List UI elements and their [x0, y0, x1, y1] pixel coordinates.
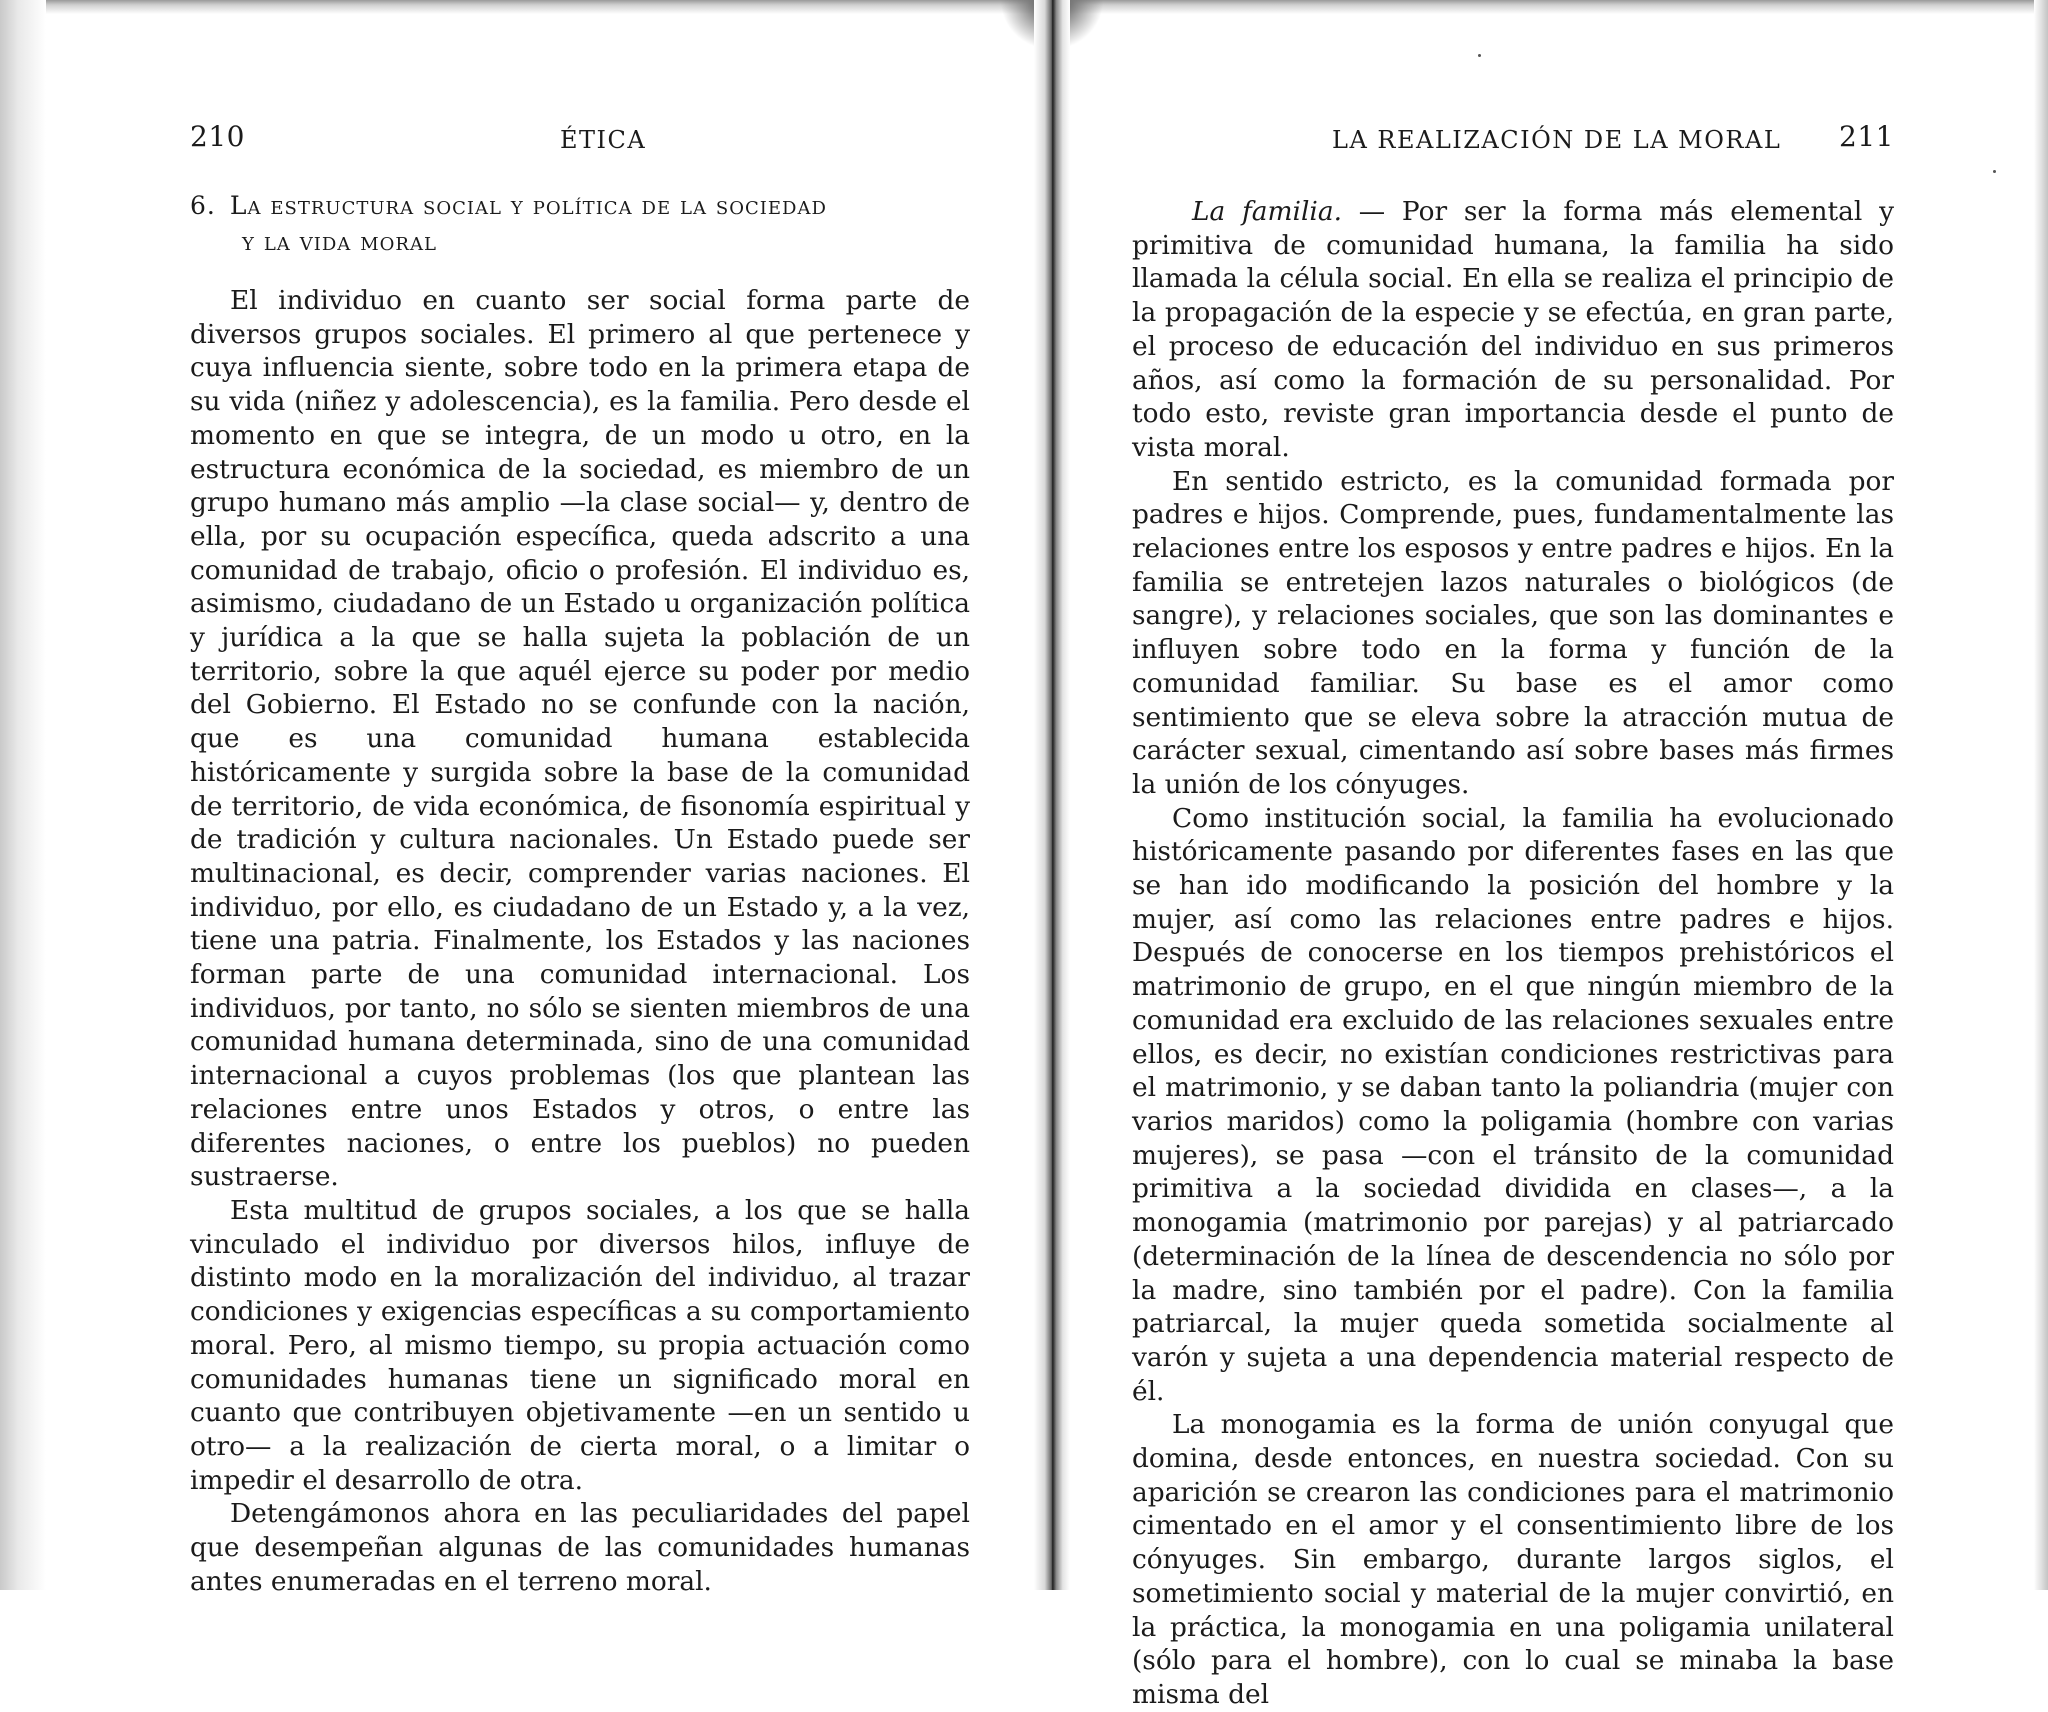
left-page-body: [190, 284, 970, 1598]
section-title-line2: y la vida moral: [242, 227, 437, 256]
page-number: 211: [1839, 120, 1894, 153]
paragraph: Como institución social, la familia ha evolucionado históricamente pasando por diferentes fases en las que se han ido modificando la posición del hombre y la mujer, así como las relaciones entre padres e hijos. Después de conocerse en los tiempos prehistóricos el matrimonio de grupo, en el que ningún miembro de la comunidad era excluido de las relaciones sexuales entre ellos, es decir, no existían condiciones restrictivas para el matrimonio, y se daban tanto la poliandria (mujer con varios maridos) como la poligamia (hombre con varias mujeres), se pasa —con el tránsito de la comunidad primitiva a la sociedad dividida en clases—, a la monogamia (matrimonio por parejas) y al patriarcado (determinación de la línea de descendencia no sólo por la madre, sino también por el padre). Con la familia patriarcal, la mujer queda sometida socialmente al varón y sujeta a una dependencia material respecto de él.: [1132, 802, 1894, 1407]
paragraph: Detengámonos ahora en las peculiaridades del papel que desempeñan algunas de las comunidades humanas antes enumeradas en el terreno moral.: [190, 1498, 970, 1597]
paragraph: La monogamia es la forma de unión conyugal que domina, desde entonces, en nuestra sociedad. Con su aparición se crearon las condiciones para el matrimonio cimentado en el amor y el consentimiento libre de los cónyuges. Sin embargo, durante largos siglos, el sometimiento social y material de la mujer convirtió, en la práctica, la monogamia en una poligamia unilateral (sólo para el hombre), con lo cual se minaba la base misma del: [1132, 1409, 1894, 1710]
running-head: LA REALIZACIÓN DE LA MORAL: [1332, 126, 1782, 154]
scan-speck: [1478, 54, 1481, 57]
right-page-body: [1132, 195, 1894, 1712]
paragraph: Esta multitud de grupos sociales, a los que se halla vinculado el individuo por diversos hilos, influye de distinto modo en la moralización del individuo, al trazar condiciones y exigencias específicas a su comportamiento moral. Pero, al mismo tiempo, su propia actuación como comunidades humanas tiene un significado moral en cuanto que contribuyen objetivamente —en un sentido u otro— a la realización de cierta moral, o a limitar o impedir el desarrollo de otra.: [190, 1194, 970, 1496]
running-head: ÉTICA: [560, 126, 647, 154]
paragraph: [1132, 195, 1894, 465]
section-heading: [190, 188, 970, 260]
section-number: 6.: [190, 191, 216, 220]
book-spine: [1034, 0, 1070, 1590]
paragraph: En sentido estricto, es la comunidad formada por padres e hijos. Comprende, pues, fundamentalmente las relaciones entre los esposos y entre padres e hijos. En la familia se entretejen lazos naturales o biológicos (de sangre), y relaciones sociales, que son las dominantes e influyen sobre todo en la forma y función de la comunidad familiar. Su base es el amor como sentimiento que se eleva sobre la atracción mutua de carácter sexual, cimentando así sobre bases más firmes la unión de los cónyuges.: [1132, 465, 1894, 800]
left-page: [0, 0, 1034, 1597]
paragraph-text: — Por ser la forma más elemental y primitiva de comunidad humana, la familia ha sido llamada la célula social. En ella se realiza el principio de la propagación de la especie y se efectúa, en gran parte, el proceso de educación del individuo en sus primeros años, así como la formación de su personalidad. Por todo esto, reviste gran importancia desde el punto de vista moral.: [1132, 196, 1894, 463]
section-title-line1: La estructura social y política de la sociedad: [229, 191, 827, 220]
right-page: [1070, 0, 2048, 1710]
page-number: 210: [190, 120, 245, 153]
subsection-label: La familia.: [1192, 196, 1342, 227]
paragraph: El individuo en cuanto ser social forma parte de diversos grupos sociales. El primero al que pertenece y cuya influencia siente, sobre todo en la primera etapa de su vida (niñez y adolescencia), es la familia. Pero desde el momento en que se integra, de un modo u otro, en la estructura económica de la sociedad, es miembro de un grupo humano más amplio —la clase social— y, dentro de ella, por su ocupación específica, queda adscrito a una comunidad de trabajo, oficio o profesión. El individuo es, asimismo, ciudadano de un Estado u organización política y jurídica a la que se halla sujeta la población de un territorio, sobre la que aquél ejerce su poder por medio del Gobierno. El Estado no se confunde con la nación, que es una comunidad humana establecida históricamente y surgida sobre la base de la comunidad de territorio, de vida económica, de fisonomía espiritual y de tradición y cultura nacionales. Un Estado puede ser multinacional, es decir, comprender varias naciones. El individuo, por ello, es ciudadano de un Estado y, a la vez, tiene una patria. Finalmente, los Estados y las naciones forman parte de una comunidad internacional. Los individuos, por tanto, no sólo se sienten miembros de una comunidad humana determinada, sino de una comunidad internacional a cuyos problemas (los que plantean las relaciones entre unos Estados y otros, o entre las diferentes naciones, o entre los pueblos) no pueden sustraerse.: [190, 285, 970, 1193]
scan-speck: [1993, 170, 1996, 173]
